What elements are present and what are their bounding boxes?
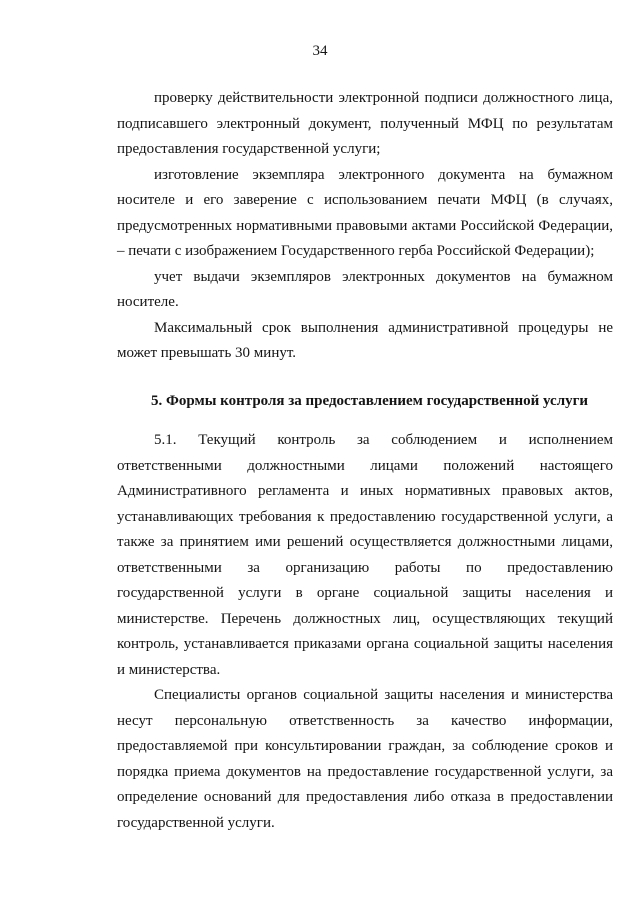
paragraph-current-control: 5.1. Текущий контроль за соблюдением и исполнением ответственными должностными лицами положений настоящего Административного регламента и иных нормативных правовых актов, устанавливающих требования к предоставлению государственной услуги, а также за принятием ими решений осуществляется должностными лицами, ответственными за организацию работы по предоставлению государственной услуги в органе социальной защиты населения и министерстве. Перечень должностных лиц, осуществляющих текущий контроль, устанавливается приказами органа социальной защиты населения и министерства.	[117, 432, 613, 678]
page-number: 34	[312, 43, 328, 59]
paragraph-paper-copy: изготовление экземпляра электронного документа на бумажном носителе и его заверение с использованием печати МФЦ (в случаях, предусмотренных нормативными правовыми актами Российской Федерации, – печати с изображением Государственного герба Российской Федерации);	[117, 166, 613, 259]
paragraph-responsibility: Специалисты органов социальной защиты населения и министерства несут персональную ответственность за качество информации, предоставляемой при консультировании граждан, за соблюдение сроков и порядка приема документов на предоставление государственной услуги, за определение оснований для предоставления либо отказа в предоставлении государственной услуги.	[117, 687, 613, 831]
document-body	[117, 86, 613, 836]
section-heading: 5. Формы контроля за предоставлением государственной услуги	[151, 392, 589, 409]
paragraph-issuance-record: учет выдачи экземпляров электронных документов на бумажном носителе.	[117, 268, 613, 310]
paragraph-signature-check: проверку действительности электронной подписи должностного лица, подписавшего электронный документ, полученный МФЦ по результатам предоставления государственной услуги;	[117, 90, 613, 157]
paragraph-max-duration: Максимальный срок выполнения административной процедуры не может превышать 30 минут.	[117, 319, 613, 361]
